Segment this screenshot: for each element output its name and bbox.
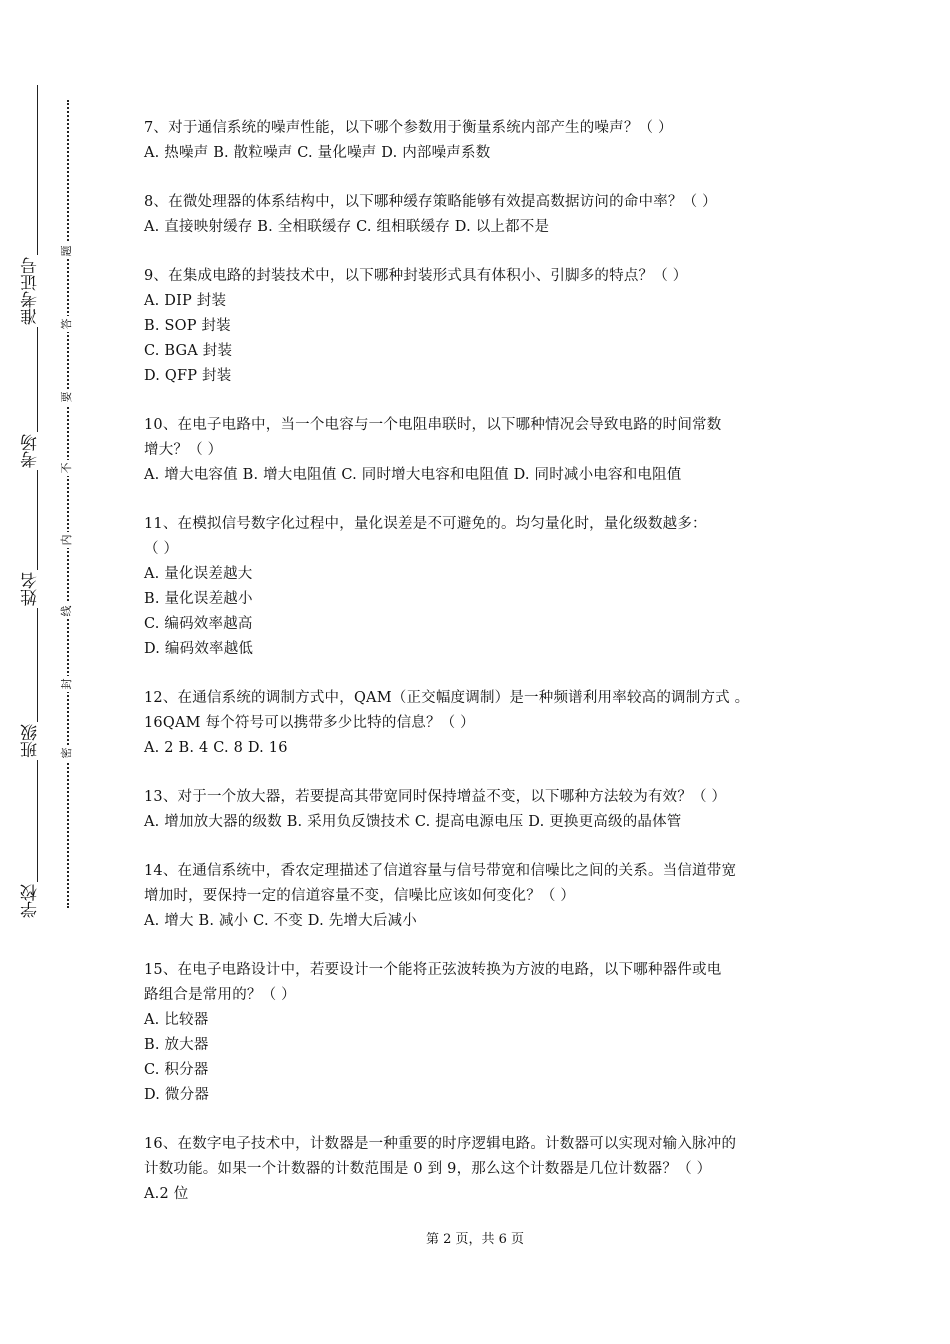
- answer-option: B. SOP 封装: [144, 318, 231, 334]
- seal-char: 题: [60, 243, 74, 259]
- seal-char: 密: [60, 745, 74, 761]
- seal-char: 内: [60, 532, 74, 548]
- question-stem: 计数功能。如果一个计数器的计数范围是 0 到 9，那么这个计数器是几位计数器？（ ）: [144, 1161, 712, 1177]
- question-stem: 11、在模拟信号数字化过程中，量化误差是不可避免的。均匀量化时，量化级数越多：: [144, 516, 707, 532]
- question-11: [144, 512, 814, 662]
- question-stem: 增大？（ ）: [144, 442, 223, 458]
- question-stem: 8、在微处理器的体系结构中，以下哪种缓存策略能够有效提高数据访问的命中率？（ ）: [144, 194, 717, 210]
- student-name-label: 姓名: [21, 572, 41, 606]
- answer-options: A. 热噪声 B. 散粒噪声 C. 量化噪声 D. 内部噪声系数: [144, 145, 491, 161]
- question-15: [144, 958, 814, 1108]
- answer-options: A. 增加放大器的级数 B. 采用负反馈技术 C. 提高电源电压 D. 更换更高级的晶体管: [144, 814, 682, 830]
- question-10: [144, 413, 814, 488]
- answer-option: D. QFP 封装: [144, 368, 232, 384]
- question-stem: 16、在数字电子技术中，计数器是一种重要的时序逻辑电路。计数器可以实现对输入脉冲的: [144, 1136, 737, 1152]
- answer-options: A. 增大电容值 B. 增大电阻值 C. 同时增大电容和电阻值 D. 同时减小电容和电阻值: [144, 467, 682, 483]
- answer-options: A. 增大 B. 减小 C. 不变 D. 先增大后减小: [144, 913, 417, 929]
- question-list: [144, 116, 814, 1231]
- answer-option: A.2 位: [144, 1186, 189, 1202]
- answer-option: B. 放大器: [144, 1037, 209, 1053]
- question-7: [144, 116, 814, 166]
- question-9: [144, 264, 814, 389]
- answer-option: C. BGA 封装: [144, 343, 233, 359]
- question-12: [144, 686, 814, 761]
- question-stem: 15、在电子电路设计中，若要设计一个能将正弦波转换为方波的电路，以下哪种器件或电: [144, 962, 722, 978]
- exam-number-label: 准考证号: [21, 257, 41, 325]
- seal-dotted-line: [67, 100, 69, 908]
- answer-option: A. DIP 封装: [144, 293, 227, 309]
- seal-char: 答: [60, 316, 74, 332]
- question-stem: 7、对于通信系统的噪声性能，以下哪个参数用于衡量系统内部产生的噪声？（ ）: [144, 120, 673, 136]
- question-stem: 13、对于一个放大器，若要提高其带宽同时保持增益不变，以下哪种方法较为有效？（ ）: [144, 789, 727, 805]
- question-8: [144, 190, 814, 240]
- question-stem: 12、在通信系统的调制方式中，QAM（正交幅度调制）是一种频谱利用率较高的调制方式 。: [144, 690, 750, 706]
- seal-char: 线: [60, 603, 74, 619]
- answer-option: B. 量化误差越小: [144, 591, 253, 607]
- answer-option: C. 积分器: [144, 1062, 209, 1078]
- page-number: 第 2 页，共 6 页: [425, 1232, 525, 1247]
- answer-option: C. 编码效率越高: [144, 616, 253, 632]
- question-14: [144, 859, 814, 934]
- answer-option: A. 比较器: [144, 1012, 209, 1028]
- answer-options: A. 直接映射缓存 B. 全相联缓存 C. 组相联缓存 D. 以上都不是: [144, 219, 550, 235]
- answer-option: D. 微分器: [144, 1087, 210, 1103]
- answer-option: A. 量化误差越大: [144, 566, 253, 582]
- exam-room-label: 考场: [21, 434, 41, 468]
- seal-char: 不: [60, 460, 74, 476]
- question-stem: 9、在集成电路的封装技术中，以下哪种封装形式具有体积小、引脚多的特点？（ ）: [144, 268, 688, 284]
- question-stem: 路组合是常用的？（ ）: [144, 987, 296, 1003]
- question-stem: （ ）: [144, 541, 179, 557]
- binding-margin: [0, 0, 110, 1344]
- question-16: [144, 1132, 814, 1207]
- school-label: 学校: [21, 884, 41, 918]
- question-stem: 10、在电子电路中，当一个电容与一个电阻串联时，以下哪种情况会导致电路的时间常数: [144, 417, 722, 433]
- seal-char: 封: [60, 676, 74, 692]
- class-label: 班级: [21, 724, 41, 758]
- question-stem: 16QAM 每个符号可以携带多少比特的信息？（ ）: [144, 715, 475, 731]
- answer-options: A. 2 B. 4 C. 8 D. 16: [144, 740, 288, 756]
- question-stem: 14、在通信系统中，香农定理描述了信道容量与信号带宽和信噪比之间的关系。当信道带宽: [144, 863, 737, 879]
- question-stem: 增加时，要保持一定的信道容量不变，信噪比应该如何变化？（ ）: [144, 888, 576, 904]
- answer-option: D. 编码效率越低: [144, 641, 254, 657]
- question-13: [144, 785, 814, 835]
- binding-solid-line: [37, 85, 38, 915]
- seal-char: 要: [60, 389, 74, 405]
